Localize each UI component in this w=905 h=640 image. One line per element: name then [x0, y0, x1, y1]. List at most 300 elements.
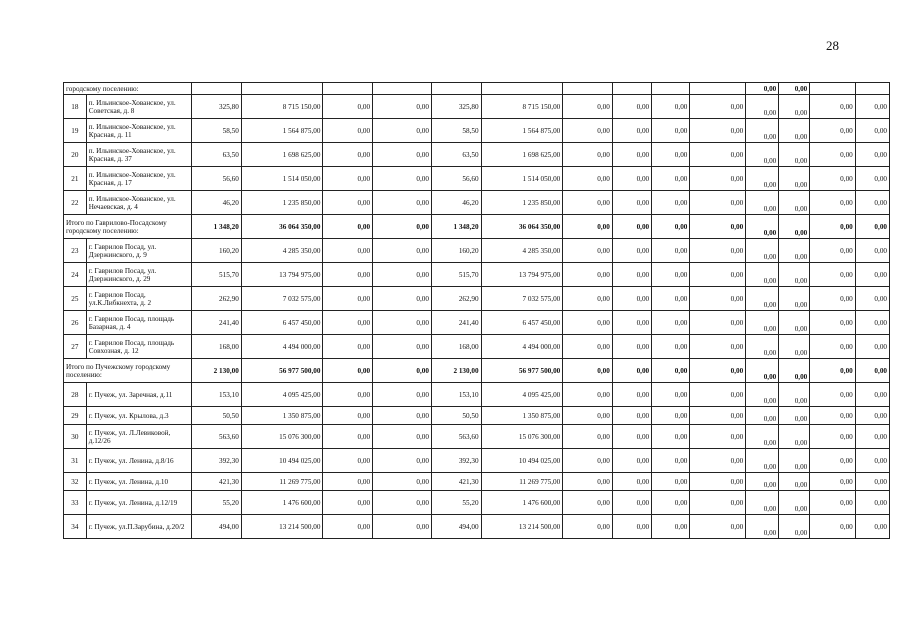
- value-cell: 0,00: [652, 95, 690, 119]
- value-cell: 0,00: [810, 215, 855, 239]
- table-row: [64, 383, 890, 407]
- table-row: [64, 473, 890, 491]
- address-cell: г. Пучеж, ул. Ленина, д.8/16: [86, 449, 191, 473]
- value-cell: 0,00: [746, 359, 779, 383]
- value-cell: 0,00: [612, 215, 651, 239]
- value-cell: 0,00: [810, 515, 855, 539]
- value-cell: 0,00: [810, 167, 855, 191]
- value-cell: 0,00: [746, 311, 779, 335]
- value-cell: 1 698 625,00: [241, 143, 323, 167]
- value-cell: 0,00: [373, 191, 432, 215]
- row-number: 21: [64, 167, 87, 191]
- value-cell: 0,00: [652, 215, 690, 239]
- value-cell: 0,00: [373, 407, 432, 425]
- value-cell: 153,10: [431, 383, 481, 407]
- value-cell: 6 457 450,00: [241, 311, 323, 335]
- value-cell: 0,00: [855, 263, 889, 287]
- value-cell: 0,00: [652, 191, 690, 215]
- value-cell: 0,00: [323, 311, 373, 335]
- value-cell: 392,30: [192, 449, 242, 473]
- row-number: 24: [64, 263, 87, 287]
- value-cell: 0,00: [690, 95, 746, 119]
- table-row-total: [64, 359, 890, 383]
- address-cell: г. Пучеж, ул. Ленина, д.12/19: [86, 491, 191, 515]
- value-cell: 0,00: [323, 491, 373, 515]
- value-cell: 0,00: [690, 383, 746, 407]
- row-number: 19: [64, 119, 87, 143]
- value-cell: 0,00: [855, 515, 889, 539]
- value-cell: 1 348,20: [192, 215, 242, 239]
- value-cell: 0,00: [373, 359, 432, 383]
- row-number: 20: [64, 143, 87, 167]
- value-cell: 0,00: [746, 287, 779, 311]
- value-cell: 392,30: [431, 449, 481, 473]
- value-cell: 0,00: [612, 473, 651, 491]
- value-cell: 7 032 575,00: [481, 287, 563, 311]
- value-cell: 0,00: [746, 167, 779, 191]
- value-cell: 0,00: [779, 383, 810, 407]
- value-cell: 0,00: [612, 263, 651, 287]
- value-cell: 0,00: [612, 335, 651, 359]
- value-cell: 0,00: [746, 335, 779, 359]
- value-cell: 58,50: [431, 119, 481, 143]
- value-cell: 0,00: [323, 239, 373, 263]
- value-cell: 0,00: [779, 143, 810, 167]
- value-cell: 1 514 050,00: [481, 167, 563, 191]
- table-row: [64, 191, 890, 215]
- value-cell: 13 214 500,00: [481, 515, 563, 539]
- value-cell: 0,00: [810, 491, 855, 515]
- value-cell: 0,00: [810, 407, 855, 425]
- address-cell: г. Гаврилов Посад, ул. Дзержинского, д. 9: [86, 239, 191, 263]
- value-cell: 0,00: [563, 143, 613, 167]
- value-cell: 494,00: [431, 515, 481, 539]
- row-number: 33: [64, 491, 87, 515]
- address-cell: г. Пучеж, ул. Заречная, д.11: [86, 383, 191, 407]
- value-cell: 15 076 300,00: [241, 425, 323, 449]
- value-cell: 0,00: [323, 449, 373, 473]
- value-cell: 0,00: [779, 407, 810, 425]
- value-cell: 1 235 850,00: [481, 191, 563, 215]
- value-cell: 50,50: [192, 407, 242, 425]
- value-cell: 0,00: [373, 449, 432, 473]
- value-cell: 0,00: [373, 287, 432, 311]
- value-cell: 46,20: [431, 191, 481, 215]
- value-cell: 0,00: [746, 143, 779, 167]
- value-cell: 0,00: [779, 449, 810, 473]
- value-cell: 4 095 425,00: [481, 383, 563, 407]
- table-row-top: [64, 83, 890, 95]
- value-cell: 0,00: [373, 95, 432, 119]
- value-cell: 421,30: [431, 473, 481, 491]
- value-cell: 160,20: [192, 239, 242, 263]
- value-cell: 0,00: [373, 239, 432, 263]
- value-cell: 1 564 875,00: [241, 119, 323, 143]
- value-cell: 0,00: [612, 167, 651, 191]
- value-cell: 10 494 025,00: [241, 449, 323, 473]
- value-cell: 0,00: [652, 425, 690, 449]
- value-cell: 15 076 300,00: [481, 425, 563, 449]
- value-cell: 1 350 875,00: [481, 407, 563, 425]
- value-cell: 0,00: [690, 407, 746, 425]
- table-row: [64, 335, 890, 359]
- value-cell: 0,00: [652, 263, 690, 287]
- value-cell: 0,00: [323, 407, 373, 425]
- address-cell: г. Пучеж, ул.П.Зарубина, д.20/2: [86, 515, 191, 539]
- value-cell: 241,40: [431, 311, 481, 335]
- value-cell: 0,00: [810, 143, 855, 167]
- value-cell: 0,00: [612, 119, 651, 143]
- value-cell: 0,00: [652, 287, 690, 311]
- value-cell: 0,00: [779, 95, 810, 119]
- value-cell: 0,00: [855, 119, 889, 143]
- value-cell: 0,00: [810, 287, 855, 311]
- value-cell: 0,00: [810, 359, 855, 383]
- value-cell: 0,00: [855, 215, 889, 239]
- table-row: [64, 263, 890, 287]
- value-cell: 0,00: [855, 359, 889, 383]
- row-number: 27: [64, 335, 87, 359]
- value-cell: 0,00: [855, 311, 889, 335]
- value-cell: 4 285 350,00: [481, 239, 563, 263]
- value-cell: 0,00: [810, 311, 855, 335]
- value-cell: 0,00: [323, 515, 373, 539]
- value-cell: 515,70: [192, 263, 242, 287]
- value-cell: 0,00: [652, 359, 690, 383]
- value-cell: 0,00: [373, 473, 432, 491]
- value-cell: 0,00: [323, 473, 373, 491]
- value-cell: 1 476 600,00: [481, 491, 563, 515]
- value-cell: 563,60: [431, 425, 481, 449]
- value-cell: 0,00: [690, 335, 746, 359]
- value-cell: 0,00: [855, 287, 889, 311]
- value-cell: 0,00: [779, 239, 810, 263]
- value-cell: 0,00: [612, 143, 651, 167]
- value-cell: 0,00: [746, 491, 779, 515]
- value-cell: 13 794 975,00: [481, 263, 563, 287]
- value-cell: 0,00: [563, 335, 613, 359]
- value-cell: 0,00: [563, 239, 613, 263]
- row-number: 18: [64, 95, 87, 119]
- value-cell: 0,00: [690, 359, 746, 383]
- value-cell: 0,00: [690, 311, 746, 335]
- value-cell: 0,00: [690, 167, 746, 191]
- value-cell: 4 494 000,00: [241, 335, 323, 359]
- row-number: 32: [64, 473, 87, 491]
- table-row: [64, 311, 890, 335]
- value-cell: 0,00: [323, 263, 373, 287]
- value-cell: 0,00: [855, 239, 889, 263]
- row-number: 26: [64, 311, 87, 335]
- top-row-value-e: 0,00: [779, 83, 810, 95]
- value-cell: 0,00: [652, 311, 690, 335]
- table-row: [64, 95, 890, 119]
- value-cell: 0,00: [323, 425, 373, 449]
- value-cell: 0,00: [323, 383, 373, 407]
- top-row-value-d: 0,00: [746, 83, 779, 95]
- value-cell: 0,00: [323, 119, 373, 143]
- value-cell: 0,00: [779, 425, 810, 449]
- table-row-total: [64, 215, 890, 239]
- value-cell: 0,00: [563, 215, 613, 239]
- value-cell: 0,00: [612, 287, 651, 311]
- value-cell: 0,00: [855, 425, 889, 449]
- value-cell: 0,00: [690, 239, 746, 263]
- row-number: 30: [64, 425, 87, 449]
- address-cell: г. Пучеж, ул. Крылова, д.3: [86, 407, 191, 425]
- value-cell: 0,00: [652, 383, 690, 407]
- table-row: [64, 143, 890, 167]
- value-cell: 0,00: [612, 383, 651, 407]
- value-cell: 0,00: [855, 407, 889, 425]
- address-cell: г. Гаврилов Посад, ул. Дзержинского, д. 29: [86, 263, 191, 287]
- value-cell: 0,00: [652, 473, 690, 491]
- value-cell: 0,00: [810, 335, 855, 359]
- value-cell: 0,00: [563, 407, 613, 425]
- value-cell: 168,00: [431, 335, 481, 359]
- value-cell: 0,00: [373, 425, 432, 449]
- value-cell: 56 977 500,00: [241, 359, 323, 383]
- table-row: [64, 119, 890, 143]
- value-cell: 0,00: [563, 95, 613, 119]
- value-cell: 46,20: [192, 191, 242, 215]
- value-cell: 0,00: [690, 215, 746, 239]
- value-cell: 0,00: [373, 335, 432, 359]
- value-cell: 0,00: [746, 407, 779, 425]
- value-cell: 0,00: [323, 191, 373, 215]
- value-cell: 0,00: [746, 449, 779, 473]
- address-cell: п. Ильинское-Хованское, ул. Нечаевская, д. 4: [86, 191, 191, 215]
- value-cell: 10 494 025,00: [481, 449, 563, 473]
- value-cell: 0,00: [373, 311, 432, 335]
- value-cell: 6 457 450,00: [481, 311, 563, 335]
- value-cell: 494,00: [192, 515, 242, 539]
- value-cell: 0,00: [323, 143, 373, 167]
- value-cell: 0,00: [855, 143, 889, 167]
- value-cell: 55,20: [431, 491, 481, 515]
- value-cell: 0,00: [810, 473, 855, 491]
- value-cell: 0,00: [810, 239, 855, 263]
- value-cell: 0,00: [373, 143, 432, 167]
- value-cell: 0,00: [612, 425, 651, 449]
- value-cell: 0,00: [563, 491, 613, 515]
- value-cell: 0,00: [563, 425, 613, 449]
- value-cell: 0,00: [855, 191, 889, 215]
- value-cell: 0,00: [373, 167, 432, 191]
- value-cell: 0,00: [563, 473, 613, 491]
- value-cell: 1 698 625,00: [481, 143, 563, 167]
- value-cell: 0,00: [612, 515, 651, 539]
- table-row: [64, 407, 890, 425]
- value-cell: 1 476 600,00: [241, 491, 323, 515]
- value-cell: 0,00: [323, 287, 373, 311]
- value-cell: 0,00: [690, 515, 746, 539]
- value-cell: 262,90: [192, 287, 242, 311]
- value-cell: 0,00: [612, 311, 651, 335]
- value-cell: 0,00: [690, 119, 746, 143]
- value-cell: 0,00: [612, 95, 651, 119]
- address-cell: г. Гаврилов Посад, площадь Базарная, д. 4: [86, 311, 191, 335]
- value-cell: 0,00: [779, 287, 810, 311]
- row-number: 22: [64, 191, 87, 215]
- value-cell: 0,00: [652, 449, 690, 473]
- value-cell: 0,00: [779, 515, 810, 539]
- value-cell: 0,00: [652, 119, 690, 143]
- value-cell: 0,00: [746, 191, 779, 215]
- value-cell: 13 214 500,00: [241, 515, 323, 539]
- value-cell: 0,00: [810, 425, 855, 449]
- address-cell: г. Гаврилов Посад, площадь Совхозная, д. 12: [86, 335, 191, 359]
- value-cell: 153,10: [192, 383, 242, 407]
- value-cell: 0,00: [690, 191, 746, 215]
- value-cell: 0,00: [810, 449, 855, 473]
- value-cell: 0,00: [810, 119, 855, 143]
- value-cell: 0,00: [612, 491, 651, 515]
- address-cell: п. Ильинское-Хованское, ул. Красная, д. 37: [86, 143, 191, 167]
- value-cell: 0,00: [373, 515, 432, 539]
- value-cell: 0,00: [373, 263, 432, 287]
- table-row: [64, 167, 890, 191]
- row-number: 34: [64, 515, 87, 539]
- value-cell: 0,00: [855, 491, 889, 515]
- value-cell: 0,00: [612, 191, 651, 215]
- value-cell: 0,00: [563, 311, 613, 335]
- value-cell: 0,00: [612, 239, 651, 263]
- value-cell: 325,80: [431, 95, 481, 119]
- value-cell: 0,00: [612, 449, 651, 473]
- value-cell: 63,50: [192, 143, 242, 167]
- value-cell: 1 348,20: [431, 215, 481, 239]
- row-number: 23: [64, 239, 87, 263]
- top-row-label: городскому поселению:: [64, 83, 192, 95]
- value-cell: 0,00: [810, 95, 855, 119]
- value-cell: 325,80: [192, 95, 242, 119]
- value-cell: 563,60: [192, 425, 242, 449]
- value-cell: 0,00: [690, 491, 746, 515]
- value-cell: 0,00: [746, 263, 779, 287]
- value-cell: 50,50: [431, 407, 481, 425]
- value-cell: 0,00: [373, 491, 432, 515]
- address-cell: г. Гаврилов Посад, ул.К.Либкнехта, д. 2: [86, 287, 191, 311]
- value-cell: 0,00: [746, 473, 779, 491]
- value-cell: 0,00: [779, 311, 810, 335]
- value-cell: 4 285 350,00: [241, 239, 323, 263]
- value-cell: 0,00: [323, 95, 373, 119]
- value-cell: 11 269 775,00: [481, 473, 563, 491]
- address-cell: г. Пучеж, ул. Л.Левиковой, д.12/26: [86, 425, 191, 449]
- value-cell: 0,00: [855, 167, 889, 191]
- table-row: [64, 515, 890, 539]
- value-cell: 0,00: [612, 407, 651, 425]
- value-cell: 7 032 575,00: [241, 287, 323, 311]
- address-cell: п. Ильинское-Хованское, ул. Советская, д. 8: [86, 95, 191, 119]
- value-cell: 0,00: [779, 215, 810, 239]
- value-cell: 0,00: [323, 215, 373, 239]
- value-cell: 0,00: [563, 167, 613, 191]
- row-number: 25: [64, 287, 87, 311]
- value-cell: 0,00: [855, 95, 889, 119]
- value-cell: 0,00: [690, 263, 746, 287]
- value-cell: 0,00: [612, 359, 651, 383]
- value-cell: 0,00: [563, 359, 613, 383]
- value-cell: 0,00: [855, 383, 889, 407]
- value-cell: 0,00: [563, 383, 613, 407]
- value-cell: 63,50: [431, 143, 481, 167]
- value-cell: 0,00: [652, 335, 690, 359]
- value-cell: 0,00: [652, 239, 690, 263]
- value-cell: 0,00: [746, 215, 779, 239]
- value-cell: 0,00: [746, 515, 779, 539]
- address-cell: г. Пучеж, ул. Ленина, д.10: [86, 473, 191, 491]
- value-cell: 0,00: [563, 287, 613, 311]
- value-cell: 56,60: [192, 167, 242, 191]
- value-cell: 0,00: [779, 119, 810, 143]
- value-cell: 0,00: [746, 119, 779, 143]
- table-row: [64, 491, 890, 515]
- row-number: 31: [64, 449, 87, 473]
- value-cell: 0,00: [563, 119, 613, 143]
- value-cell: 36 064 350,00: [481, 215, 563, 239]
- value-cell: 0,00: [855, 335, 889, 359]
- table-row: [64, 239, 890, 263]
- value-cell: 0,00: [690, 425, 746, 449]
- value-cell: 0,00: [746, 383, 779, 407]
- value-cell: 0,00: [746, 95, 779, 119]
- value-cell: 0,00: [563, 449, 613, 473]
- value-cell: 1 564 875,00: [481, 119, 563, 143]
- address-cell: п. Ильинское-Хованское, ул. Красная, д. 17: [86, 167, 191, 191]
- value-cell: 0,00: [652, 491, 690, 515]
- value-cell: 0,00: [746, 239, 779, 263]
- total-label: Итого по Гаврилово-Посадскому городскому поселению:: [64, 215, 192, 239]
- value-cell: 2 130,00: [192, 359, 242, 383]
- table-row: [64, 425, 890, 449]
- value-cell: 0,00: [779, 473, 810, 491]
- address-cell: п. Ильинское-Хованское, ул. Красная, д. 11: [86, 119, 191, 143]
- row-number: 29: [64, 407, 87, 425]
- value-cell: 0,00: [373, 119, 432, 143]
- value-cell: 0,00: [652, 407, 690, 425]
- value-cell: 0,00: [746, 425, 779, 449]
- value-cell: 0,00: [563, 263, 613, 287]
- page-number: 28: [826, 38, 839, 53]
- value-cell: 0,00: [652, 143, 690, 167]
- value-cell: 0,00: [652, 167, 690, 191]
- value-cell: 0,00: [855, 473, 889, 491]
- total-label: Итого по Пучежскому городскому поселению:: [64, 359, 192, 383]
- value-cell: 0,00: [690, 449, 746, 473]
- value-cell: 0,00: [690, 143, 746, 167]
- value-cell: 262,90: [431, 287, 481, 311]
- value-cell: 0,00: [779, 191, 810, 215]
- value-cell: 13 794 975,00: [241, 263, 323, 287]
- value-cell: 56,60: [431, 167, 481, 191]
- value-cell: 160,20: [431, 239, 481, 263]
- value-cell: 8 715 150,00: [241, 95, 323, 119]
- value-cell: 11 269 775,00: [241, 473, 323, 491]
- value-cell: 1 235 850,00: [241, 191, 323, 215]
- value-cell: 0,00: [323, 335, 373, 359]
- value-cell: 0,00: [779, 491, 810, 515]
- value-cell: 4 095 425,00: [241, 383, 323, 407]
- value-cell: 0,00: [779, 335, 810, 359]
- table-row: [64, 449, 890, 473]
- value-cell: 241,40: [192, 311, 242, 335]
- table-row: [64, 287, 890, 311]
- row-number: 28: [64, 383, 87, 407]
- value-cell: 55,20: [192, 491, 242, 515]
- value-cell: 0,00: [373, 215, 432, 239]
